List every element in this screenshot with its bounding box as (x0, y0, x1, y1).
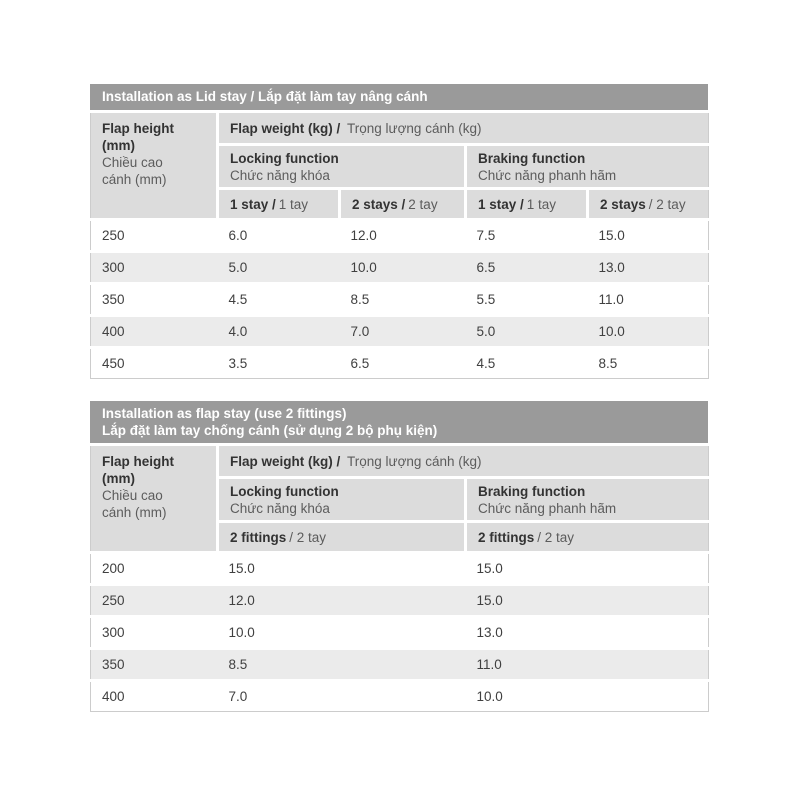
weight-value: 8.5 (588, 348, 709, 379)
braking-function-header-cell (466, 145, 709, 189)
table-row (91, 252, 709, 284)
weight-value: 8.5 (218, 649, 466, 681)
weight-value: 8.5 (340, 284, 466, 316)
fittings-col-2-vi: / 2 tay (537, 529, 575, 545)
braking-function-vi: Chức năng phanh hãm (478, 167, 617, 183)
weight-value: 6.5 (466, 252, 588, 284)
lid-stay-title-bar (90, 84, 708, 110)
flap-height-value: 250 (91, 220, 218, 252)
weight-value: 5.5 (466, 284, 588, 316)
fittings-col-1-vi: / 2 tay (289, 529, 327, 545)
flap-weight-header-cell (218, 446, 709, 478)
weight-value: 4.5 (466, 348, 588, 379)
flap-height-value: 400 (91, 681, 218, 712)
stay-col-3-en: 1 stay / (478, 196, 524, 212)
weight-value: 7.5 (466, 220, 588, 252)
stay-col-3-vi: 1 tay (526, 196, 557, 212)
table-row (91, 316, 709, 348)
weight-value: 15.0 (466, 553, 709, 585)
braking-function-en: Braking function (478, 483, 586, 499)
braking-function-en: Braking function (478, 150, 586, 166)
table-row (91, 348, 709, 379)
table-row (91, 284, 709, 316)
weight-value: 12.0 (340, 220, 466, 252)
weight-value: 10.0 (466, 681, 709, 712)
stay-col-header-4 (588, 189, 709, 220)
flap-height-value: 350 (91, 284, 218, 316)
flap-height-value: 300 (91, 252, 218, 284)
locking-function-header-cell (218, 145, 466, 189)
flap-stay-table (90, 446, 709, 712)
fittings-col-2-en: 2 fittings (478, 529, 535, 545)
locking-function-en: Locking function (230, 483, 339, 499)
table-row (91, 681, 709, 712)
flap-height-en-2: (mm) (102, 138, 135, 153)
stay-col-4-vi: / 2 tay (648, 196, 686, 212)
locking-function-vi: Chức năng khóa (230, 167, 330, 183)
fittings-col-header-1 (218, 522, 466, 553)
table-row (91, 617, 709, 649)
stay-col-2-vi: 2 tay (408, 196, 438, 212)
weight-value: 15.0 (466, 585, 709, 617)
table-row (91, 220, 709, 252)
spec-sheet (90, 84, 708, 712)
weight-value: 12.0 (218, 585, 466, 617)
lid-stay-title: Installation as Lid stay / Lắp đặt làm tay nâng cánh (102, 89, 428, 104)
weight-value: 6.5 (340, 348, 466, 379)
flap-weight-vi: Trọng lượng cánh (kg) (347, 453, 482, 469)
table-row (91, 553, 709, 585)
weight-value: 4.0 (218, 316, 340, 348)
flap-weight-header-cell (218, 113, 709, 145)
flap-height-vi-2: cánh (mm) (102, 505, 167, 520)
weight-value: 4.5 (218, 284, 340, 316)
flap-height-en-1: Flap height (102, 454, 174, 469)
fittings-col-1-en: 2 fittings (230, 529, 287, 545)
flap-height-value: 400 (91, 316, 218, 348)
flap-height-value: 300 (91, 617, 218, 649)
stay-col-header-2 (340, 189, 466, 220)
weight-value: 11.0 (466, 649, 709, 681)
weight-value: 10.0 (340, 252, 466, 284)
locking-function-vi: Chức năng khóa (230, 500, 330, 516)
flap-stay-title-vi: Lắp đặt làm tay chống cánh (sử dụng 2 bộ phụ kiện) (102, 423, 438, 438)
flap-weight-en: Flap weight (kg) / (230, 453, 341, 469)
flap-height-header-cell (91, 446, 218, 553)
flap-stay-title-bar (90, 401, 708, 443)
weight-value: 13.0 (466, 617, 709, 649)
flap-height-vi-2: cánh (mm) (102, 172, 167, 187)
flap-height-header-cell (91, 113, 218, 220)
weight-value: 5.0 (466, 316, 588, 348)
stay-col-1-en: 1 stay / (230, 196, 276, 212)
lid-stay-table-block (90, 84, 708, 379)
weight-value: 10.0 (588, 316, 709, 348)
locking-function-header-cell (218, 478, 466, 522)
weight-value: 11.0 (588, 284, 709, 316)
weight-value: 6.0 (218, 220, 340, 252)
braking-function-header-cell (466, 478, 709, 522)
stay-col-header-1 (218, 189, 340, 220)
table-row (91, 585, 709, 617)
flap-stay-table-block (90, 401, 708, 712)
lid-stay-table (90, 113, 709, 379)
weight-value: 13.0 (588, 252, 709, 284)
table-row (91, 649, 709, 681)
braking-function-vi: Chức năng phanh hãm (478, 500, 617, 516)
stay-col-1-vi: 1 tay (278, 196, 309, 212)
fittings-col-header-2 (466, 522, 709, 553)
locking-function-en: Locking function (230, 150, 339, 166)
header-row-weight (91, 113, 709, 145)
stay-col-2-en: 2 stays / (352, 196, 406, 212)
flap-height-value: 350 (91, 649, 218, 681)
flap-height-value: 250 (91, 585, 218, 617)
weight-value: 15.0 (218, 553, 466, 585)
weight-value: 7.0 (340, 316, 466, 348)
weight-value: 10.0 (218, 617, 466, 649)
flap-height-value: 450 (91, 348, 218, 379)
stay-col-header-3 (466, 189, 588, 220)
flap-height-vi-1: Chiều cao (102, 155, 163, 170)
header-row-weight (91, 446, 709, 478)
flap-height-en-1: Flap height (102, 121, 174, 136)
flap-height-vi-1: Chiều cao (102, 488, 163, 503)
stay-col-4-en: 2 stays (600, 196, 646, 212)
flap-weight-vi: Trọng lượng cánh (kg) (347, 120, 482, 136)
weight-value: 15.0 (588, 220, 709, 252)
weight-value: 5.0 (218, 252, 340, 284)
weight-value: 3.5 (218, 348, 340, 379)
flap-height-value: 200 (91, 553, 218, 585)
flap-weight-en: Flap weight (kg) / (230, 120, 341, 136)
flap-stay-title-en: Installation as flap stay (use 2 fittings) (102, 406, 347, 421)
flap-height-en-2: (mm) (102, 471, 135, 486)
weight-value: 7.0 (218, 681, 466, 712)
